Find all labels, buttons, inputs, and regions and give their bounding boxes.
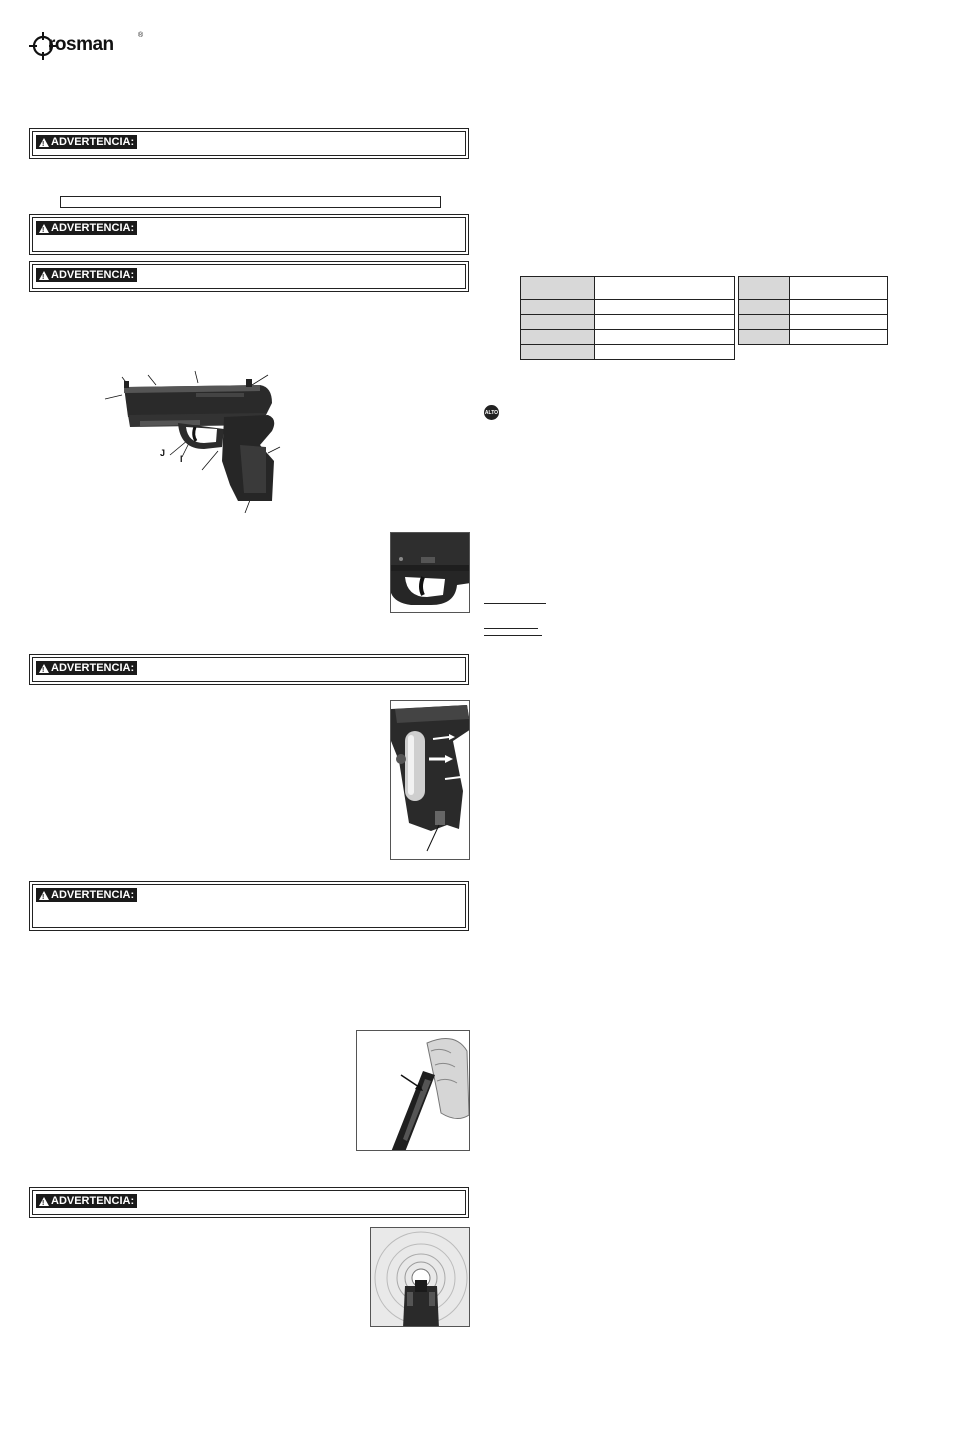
warning-box-2 [29,214,469,255]
warning-box-5 [29,881,469,931]
warning-triangle-icon [39,271,49,280]
warning-box-1 [29,128,469,159]
warning-badge: ! ADVERTENCIA: [36,135,137,149]
warning-box-6 [29,1187,469,1218]
magazine-photo [357,1031,470,1151]
warning-triangle-icon [39,1197,49,1206]
warning-triangle-icon [39,891,49,900]
crosman-logo [28,30,144,62]
warning-triangle-icon [39,224,49,233]
pistol-parts-diagram [100,365,285,513]
stop-icon: ALTO [484,405,499,420]
warning-badge: ! ADVERTENCIA: [36,888,137,902]
figure-magazine-loading [356,1030,470,1151]
diagram-callout-i: I [180,454,183,464]
warning-triangle-icon [39,664,49,673]
warning-badge: ! ADVERTENCIA: [36,221,137,235]
diagram-callout-j: J [160,448,166,458]
warning-badge: ! ADVERTENCIA: [36,661,137,675]
blank-notice-box [60,196,441,208]
warning-badge: ! ADVERTENCIA: [36,268,137,282]
spec-table-right [738,276,888,345]
logo-registered-mark: ® [138,32,144,39]
warning-box-4 [29,654,469,685]
warning-box-3 [29,261,469,292]
warning-badge: ! ADVERTENCIA: [36,1194,137,1208]
trigger-photo [391,533,470,613]
figure-trigger-safety [390,532,470,613]
warning-triangle-icon [39,138,49,147]
underline-2 [484,628,538,629]
spec-table-left [520,276,735,360]
figure-sight-picture [370,1227,470,1327]
sight-photo [371,1228,470,1327]
underline-3 [484,635,542,636]
grip-photo [391,701,470,860]
figure-co2-grip [390,700,470,860]
underline-1 [484,603,546,604]
logo-wordmark: rosman [48,34,114,55]
